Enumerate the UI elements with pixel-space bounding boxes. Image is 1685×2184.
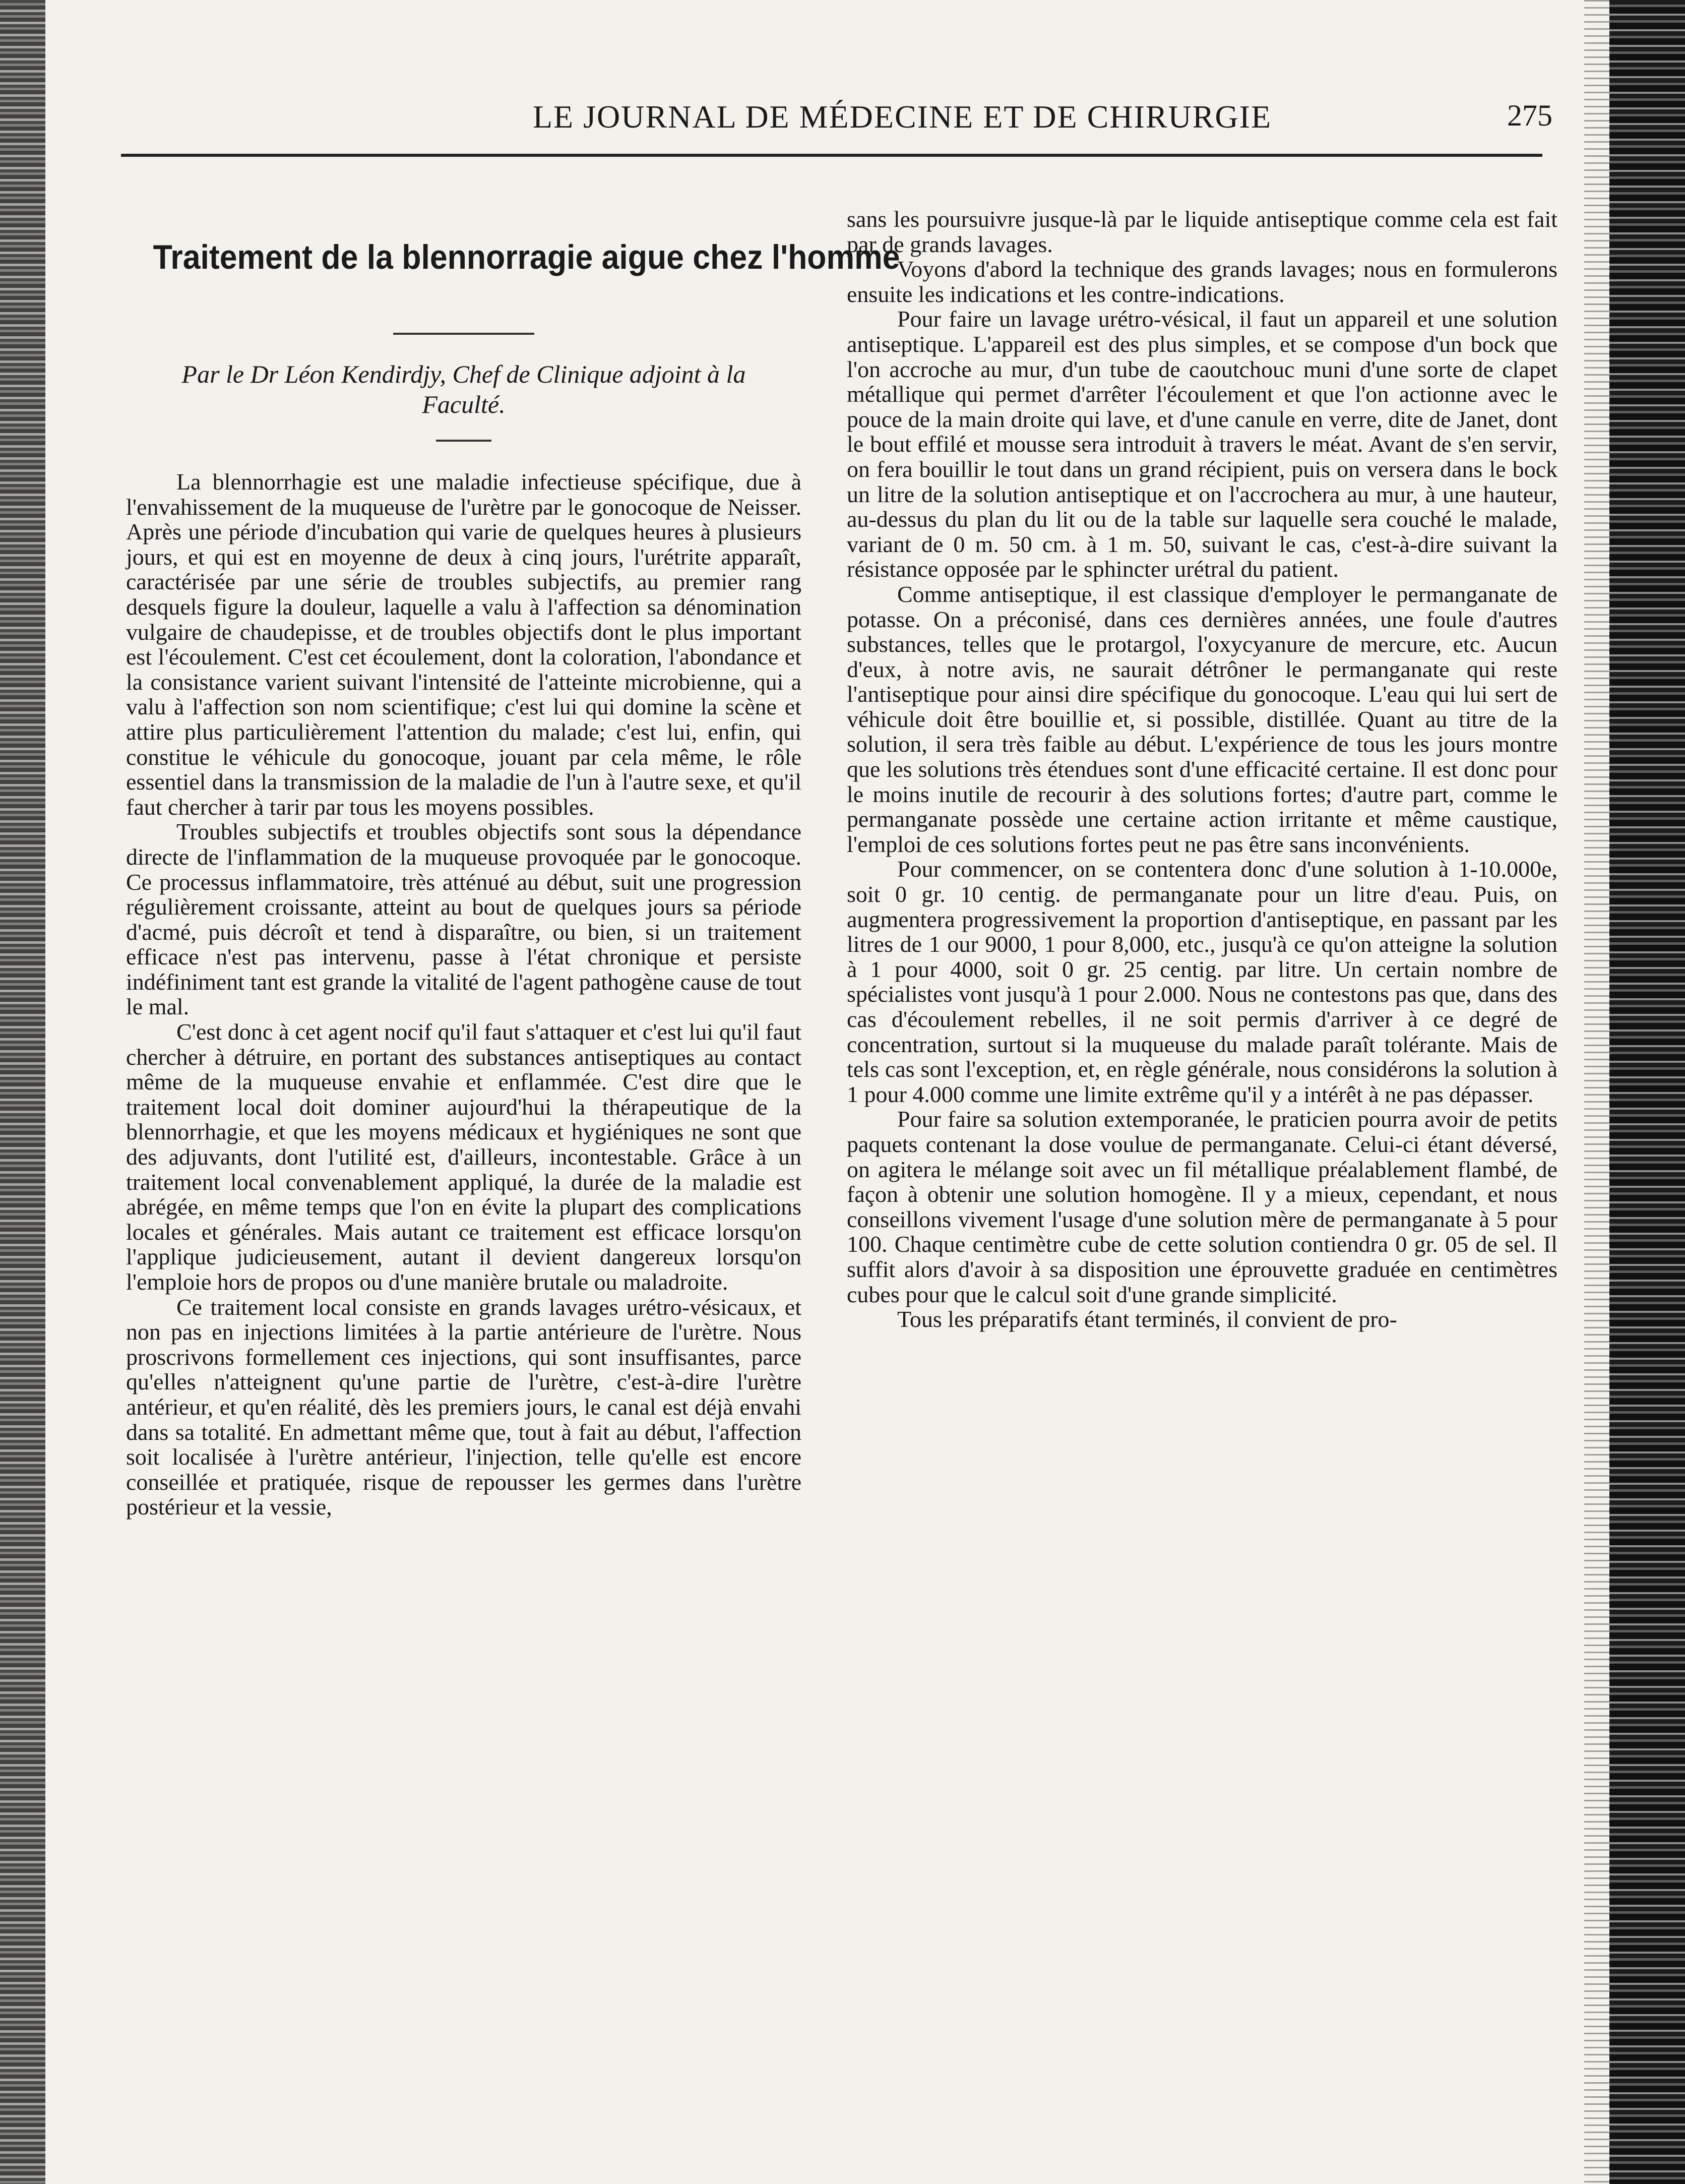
article-byline: Par le Dr Léon Kendirdjy, Chef de Clinique adjoint à la Faculté. (181, 360, 746, 418)
title-divider (393, 333, 534, 335)
header-rule (121, 154, 1542, 157)
scan-right-edge (1609, 0, 1685, 2184)
paragraph: Pour faire sa solution extemporanée, le praticien pourra avoir de petits paquets contenant la dose voulue de permanganate. Celui-ci étant déversé, on agitera le mélange soit avec un fil métallique préalablement flambé, de façon à obtenir une solution homogène. Il y a mieux, cependant, et nous conseillons vivement l'usage d'une solution mère de permanganate à 5 pour 100. Chaque centimètre cube de cette solution contiendra 0 gr. 05 de sel. Il suffit alors d'avoir à sa disposition une éprouvette graduée en centimètres cubes pour que le calcul soit d'une grande simplicité. (847, 1106, 1557, 1307)
paragraph: Pour faire un lavage urétro-vésical, il faut un appareil et une solution antiseptique. L'appareil est des plus simples, et se compose d'un bock que l'on accroche au mur, d'un tube de caoutchouc muni d'une sorte de clapet métallique qui permet d'arrêter l'écoulement et que l'on actionne avec le pouce de la main droite qui lave, et d'une canule en verre, dite de Janet, dont le bout effilé et mousse sera introduit à travers le méat. Avant de s'en servir, on fera bouillir le tout dans un grand récipient, puis on versera dans le bock un litre de la solution antiseptique et on l'accrochera au mur, à une hauteur, au-dessus du plan du lit ou de la table sur laquelle sera couché le malade, variant de 0 m. 50 cm. à 1 m. 50, suivant le cas, c'est-à-dire suivant la résistance opposée par le sphincter urétral du patient. (847, 306, 1557, 582)
paragraph: Pour commencer, on se contentera donc d'une solution à 1-10.000e, soit 0 gr. 10 centig. de permanganate pour un litre d'eau. Puis, on augmentera progressivement la proportion d'antiseptique, en passant par les litres de 1 our 9000, 1 pour 8,000, etc., jusqu'à ce qu'on atteigne la solution à 1 pour 4000, soit 0 gr. 25 centig. par litre. Un certain nombre de spécialistes vont jusqu'à 1 pour 2.000. Nous ne contestons pas que, dans des cas d'écoulement rebelles, il ne soit permis d'arriver à ce degré de concentration, surtout si la muqueuse du malade paraît tolérante. Mais de tels cas sont l'exception, et, en règle générale, nous considérons la solution à 1 pour 4.000 comme une limite extrême qu'il y a intérêt à ne pas dépasser. (847, 856, 1557, 1107)
page-header (121, 98, 1552, 144)
paragraph: Ce traitement local consiste en grands lavages urétro-vésicaux, et non pas en injections limitées à la partie antérieure de l'urètre. Nous proscrivons formellement ces injections, qui sont insuffisantes, parce qu'elles n'atteignent qu'une partie de l'urètre, c'est-à-dire l'urètre antérieur, et qu'en réalité, dès les premiers jours, le canal est déjà envahi dans sa totalité. En admettant même que, tout à fait au début, l'affection soit localisée à l'urètre antérieur, l'injection, telle qu'elle est encore conseillée et pratiquée, risque de repousser les germes dans l'urètre postérieur et la vessie, (126, 1294, 801, 1520)
scan-left-edge (0, 0, 45, 2184)
byline-divider (436, 440, 491, 442)
paragraph: sans les poursuivre jusque-là par le liquide antiseptique comme cela est fait par de grands lavages. (847, 206, 1557, 257)
running-title: LE JOURNAL DE MÉDECINE ET DE CHIRURGIE (532, 99, 1272, 135)
paragraph: Comme antiseptique, il est classique d'employer le permanganate de potasse. On a préconisé, dans ces dernières années, une foule d'autres substances, telles que le protargol, l'oxycyanure de mercure, etc. Aucun d'eux, à notre avis, ne saurait détrôner le permanganate qui reste l'antiseptique pour ainsi dire spécifique du gonocoque. L'eau qui lui sert de véhicule doit être bouillie et, si possible, distillée. Quant au titre de la solution, il sera très faible au début. L'expérience de tous les jours montre que les solutions très étendues sont d'une efficacité certaine. Il est donc pour le moins inutile de recourir à des solutions fortes; d'autre part, comme le permanganate possède une certaine action irritante et même caustique, l'emploi de ces solutions fortes peut ne pas être sans inconvénients. (847, 581, 1557, 857)
scan-right-shadow (1584, 0, 1609, 2184)
paragraph: C'est donc à cet agent nocif qu'il faut s'attaquer et c'est lui qu'il faut chercher à détruire, en portant des substances antiseptiques au contact même de la muqueuse envahie et enflammée. C'est dire que le traitement local doit dominer aujourd'hui la thérapeutique de la blennorrhagie, et que les moyens médicaux et hygiéniques ne sont que des adjuvants, dont l'utilité est, d'ailleurs, incontestable. Grâce à un traitement local convenablement appliqué, la durée de la maladie est abrégée, en même temps que l'on en évite la plupart des complications locales et générales. Mais autant ce traitement est efficace lorsqu'on l'applique judicieusement, autant il devient dangereux lorsqu'on l'emploie hors de propos ou d'une manière brutale ou maladroite. (126, 1019, 801, 1295)
paragraph: Tous les préparatifs étant terminés, il convient de pro- (897, 1306, 1397, 1332)
article-title: Traitement de la blennorragie aigue chez l'homme (153, 238, 900, 276)
paragraph: Voyons d'abord la technique des grands lavages; nous en formulerons ensuite les indications et les contre-indications. (847, 256, 1557, 307)
paragraph: La blennorrhagie est une maladie infectieuse spécifique, due à l'envahissement de la muqueuse de l'urètre par le gonocoque de Neisser. Après une période d'incubation qui varie de quelques heures à plusieurs jours, et qui est en moyenne de deux à cinq jours, l'urétrite apparaît, caractérisée par une série de troubles subjectifs, au premier rang desquels figure la douleur, laquelle a valu à l'affection sa dénomination vulgaire de chaudepisse, et de troubles objectifs dont le plus important est l'écoulement. C'est cet écoulement, dont la coloration, l'abondance et la consistance varient suivant l'intensité de l'atteinte microbienne, qui a valu à l'affection son nom scientifique; c'est lui qui domine la scène et attire plus particulièrement l'attention du malade; c'est lui, enfin, qui constitue le véhicule du gonocoque, jouant par cela même, le rôle essentiel dans la transmission de la maladie de l'un à l'autre sexe, et qu'il faut chercher à tarir par tous les moyens possibles. (126, 469, 801, 820)
paragraph: Troubles subjectifs et troubles objectifs sont sous la dépendance directe de l'inflammation de la muqueuse provoquée par le gonocoque. Ce processus inflammatoire, très atténué au début, suit une progression régulièrement croissante, atteint au bout de quelques jours sa période d'acmé, puis décroît et tend à disparaître, ou bien, si un traitement efficace n'est pas intervenu, passe à l'état chronique et persiste indéfiniment tant est grande la vitalité de l'agent pathogène cause de tout le mal. (126, 819, 801, 1020)
page-number: 275 (1507, 99, 1552, 132)
left-column (126, 207, 900, 2138)
right-column (847, 207, 1557, 2138)
